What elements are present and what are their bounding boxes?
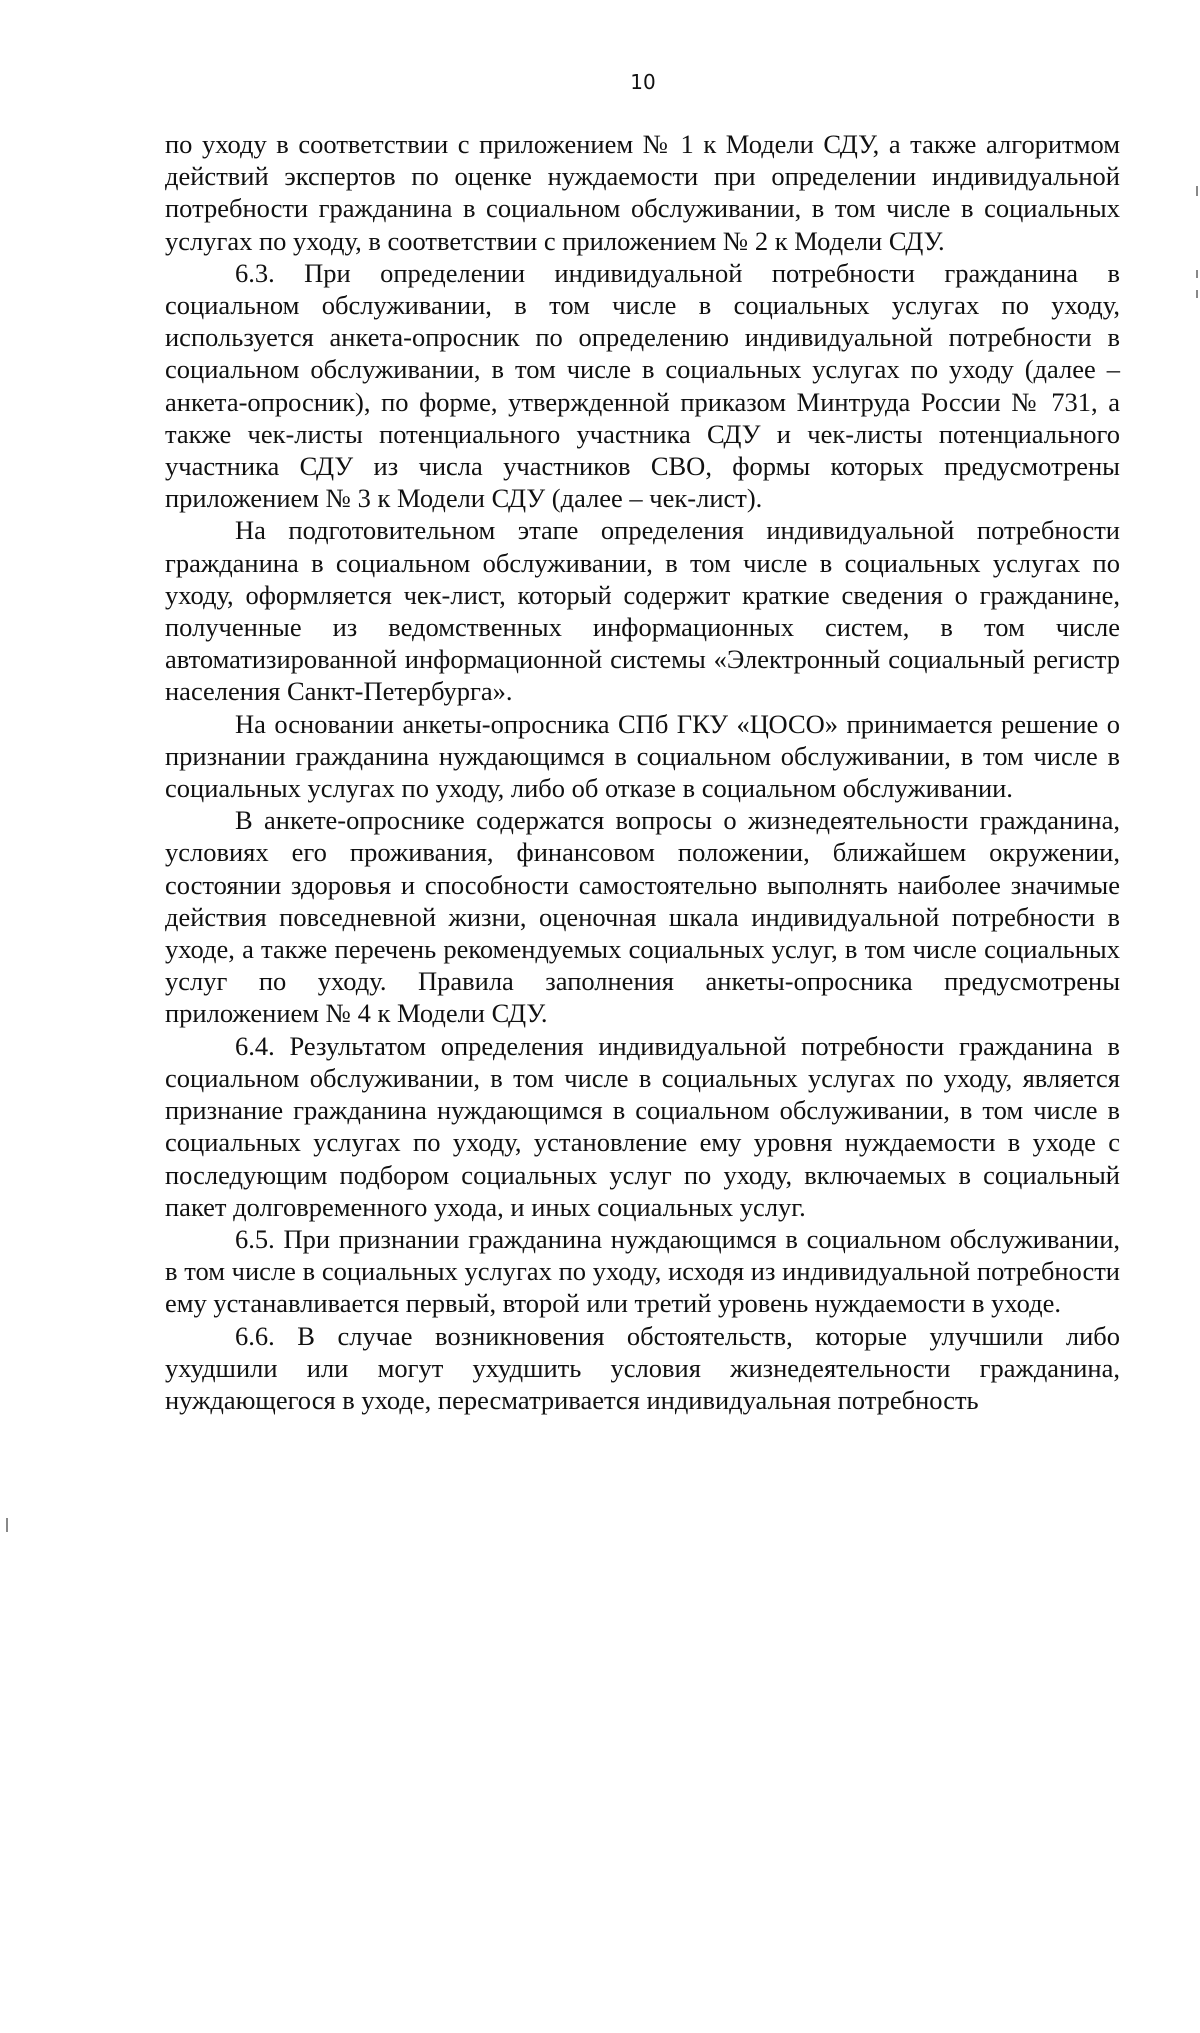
paragraph-6-6: 6.6. В случае возникновения обстоятельств, которые улучшили либо ухудшили или могут ухудшить условия жизнедеятельности гражданина, нуждающегося в уходе, пересматривается индивидуальная потребность <box>165 1320 1120 1415</box>
paragraph-6-3: 6.3. При определении индивидуальной потребности гражданина в социальном обслуживании, в том числе в социальных услугах по уходу, используется анкета-опросник по определению индивидуальной потребности в социальном обслуживании, в том числе в социальных услугах по уходу (далее – анкета-опросник), по форме, утвержденной приказом Минтруда России № 731, а также чек-листы потенциального участника СДУ и чек-листы потенциального участника СДУ из числа участников СВО, формы которых предусмотрены приложением № 3 к Модели СДУ (далее – чек-лист). <box>165 257 1120 514</box>
paragraph-6-4: 6.4. Результатом определения индивидуальной потребности гражданина в социальном обслуживании, в том числе в социальных услугах по уходу, является признание гражданина нуждающимся в социальном обслуживании, в том числе в социальных услугах по уходу, установление ему уровня нуждаемости в уходе с последующим подбором социальных услуг по уходу, включаемых в социальный пакет долговременного ухода, и иных социальных услуг. <box>165 1030 1120 1222</box>
paragraph-decision: На основании анкеты-опросника СПб ГКУ «ЦОСО» принимается решение о признании гражданина нуждающимся в социальном обслуживании, в том числе в социальных услугах по уходу, либо об отказе в социальном обслуживании. <box>165 708 1120 804</box>
scan-mark <box>6 1518 8 1532</box>
paragraph-questionnaire-content: В анкете-опроснике содержатся вопросы о жизнедеятельности гражданина, условиях его проживания, финансовом положении, ближайшем окружении, состоянии здоровья и способности самостоятельно выполнять наиболее значимые действия повседневной жизни, оценочная шкала индивидуальной потребности в уходе, а также перечень рекомендуемых социальных услуг, в том числе социальных услуг по уходу. Правила заполнения анкеты-опросника предусмотрены приложением № 4 к Модели СДУ. <box>165 805 1120 1029</box>
scan-mark <box>1196 290 1198 298</box>
page-number: 10 <box>630 70 656 94</box>
paragraph-continuation: по уходу в соответствии с приложением № 1 к Модели СДУ, а также алгоритмом действий экспертов по оценке нуждаемости при определении индивидуальной потребности гражданина в социальном обслуживании, в том числе в социальных услугах по уходу, в соответствии с приложением № 2 к Модели СДУ. <box>165 129 1120 256</box>
scan-mark <box>1196 186 1198 196</box>
paragraph-preparatory-stage: На подготовительном этапе определения индивидуальной потребности гражданина в социальном обслуживании, в том числе в социальных услугах по уходу, оформляется чек-лист, который содержит краткие сведения о гражданине, полученные из ведомственных информационных систем, в том числе автоматизированной информационной системы «Электронный социальный регистр населения Санкт-Петербурга». <box>165 515 1120 707</box>
document-body <box>165 128 1120 1416</box>
scan-mark <box>1196 270 1198 278</box>
paragraph-6-5: 6.5. При признании гражданина нуждающимся в социальном обслуживании, в том числе в социальных услугах по уходу, исходя из индивидуальной потребности ему устанавливается первый, второй или третий уровень нуждаемости в уходе. <box>165 1223 1120 1319</box>
